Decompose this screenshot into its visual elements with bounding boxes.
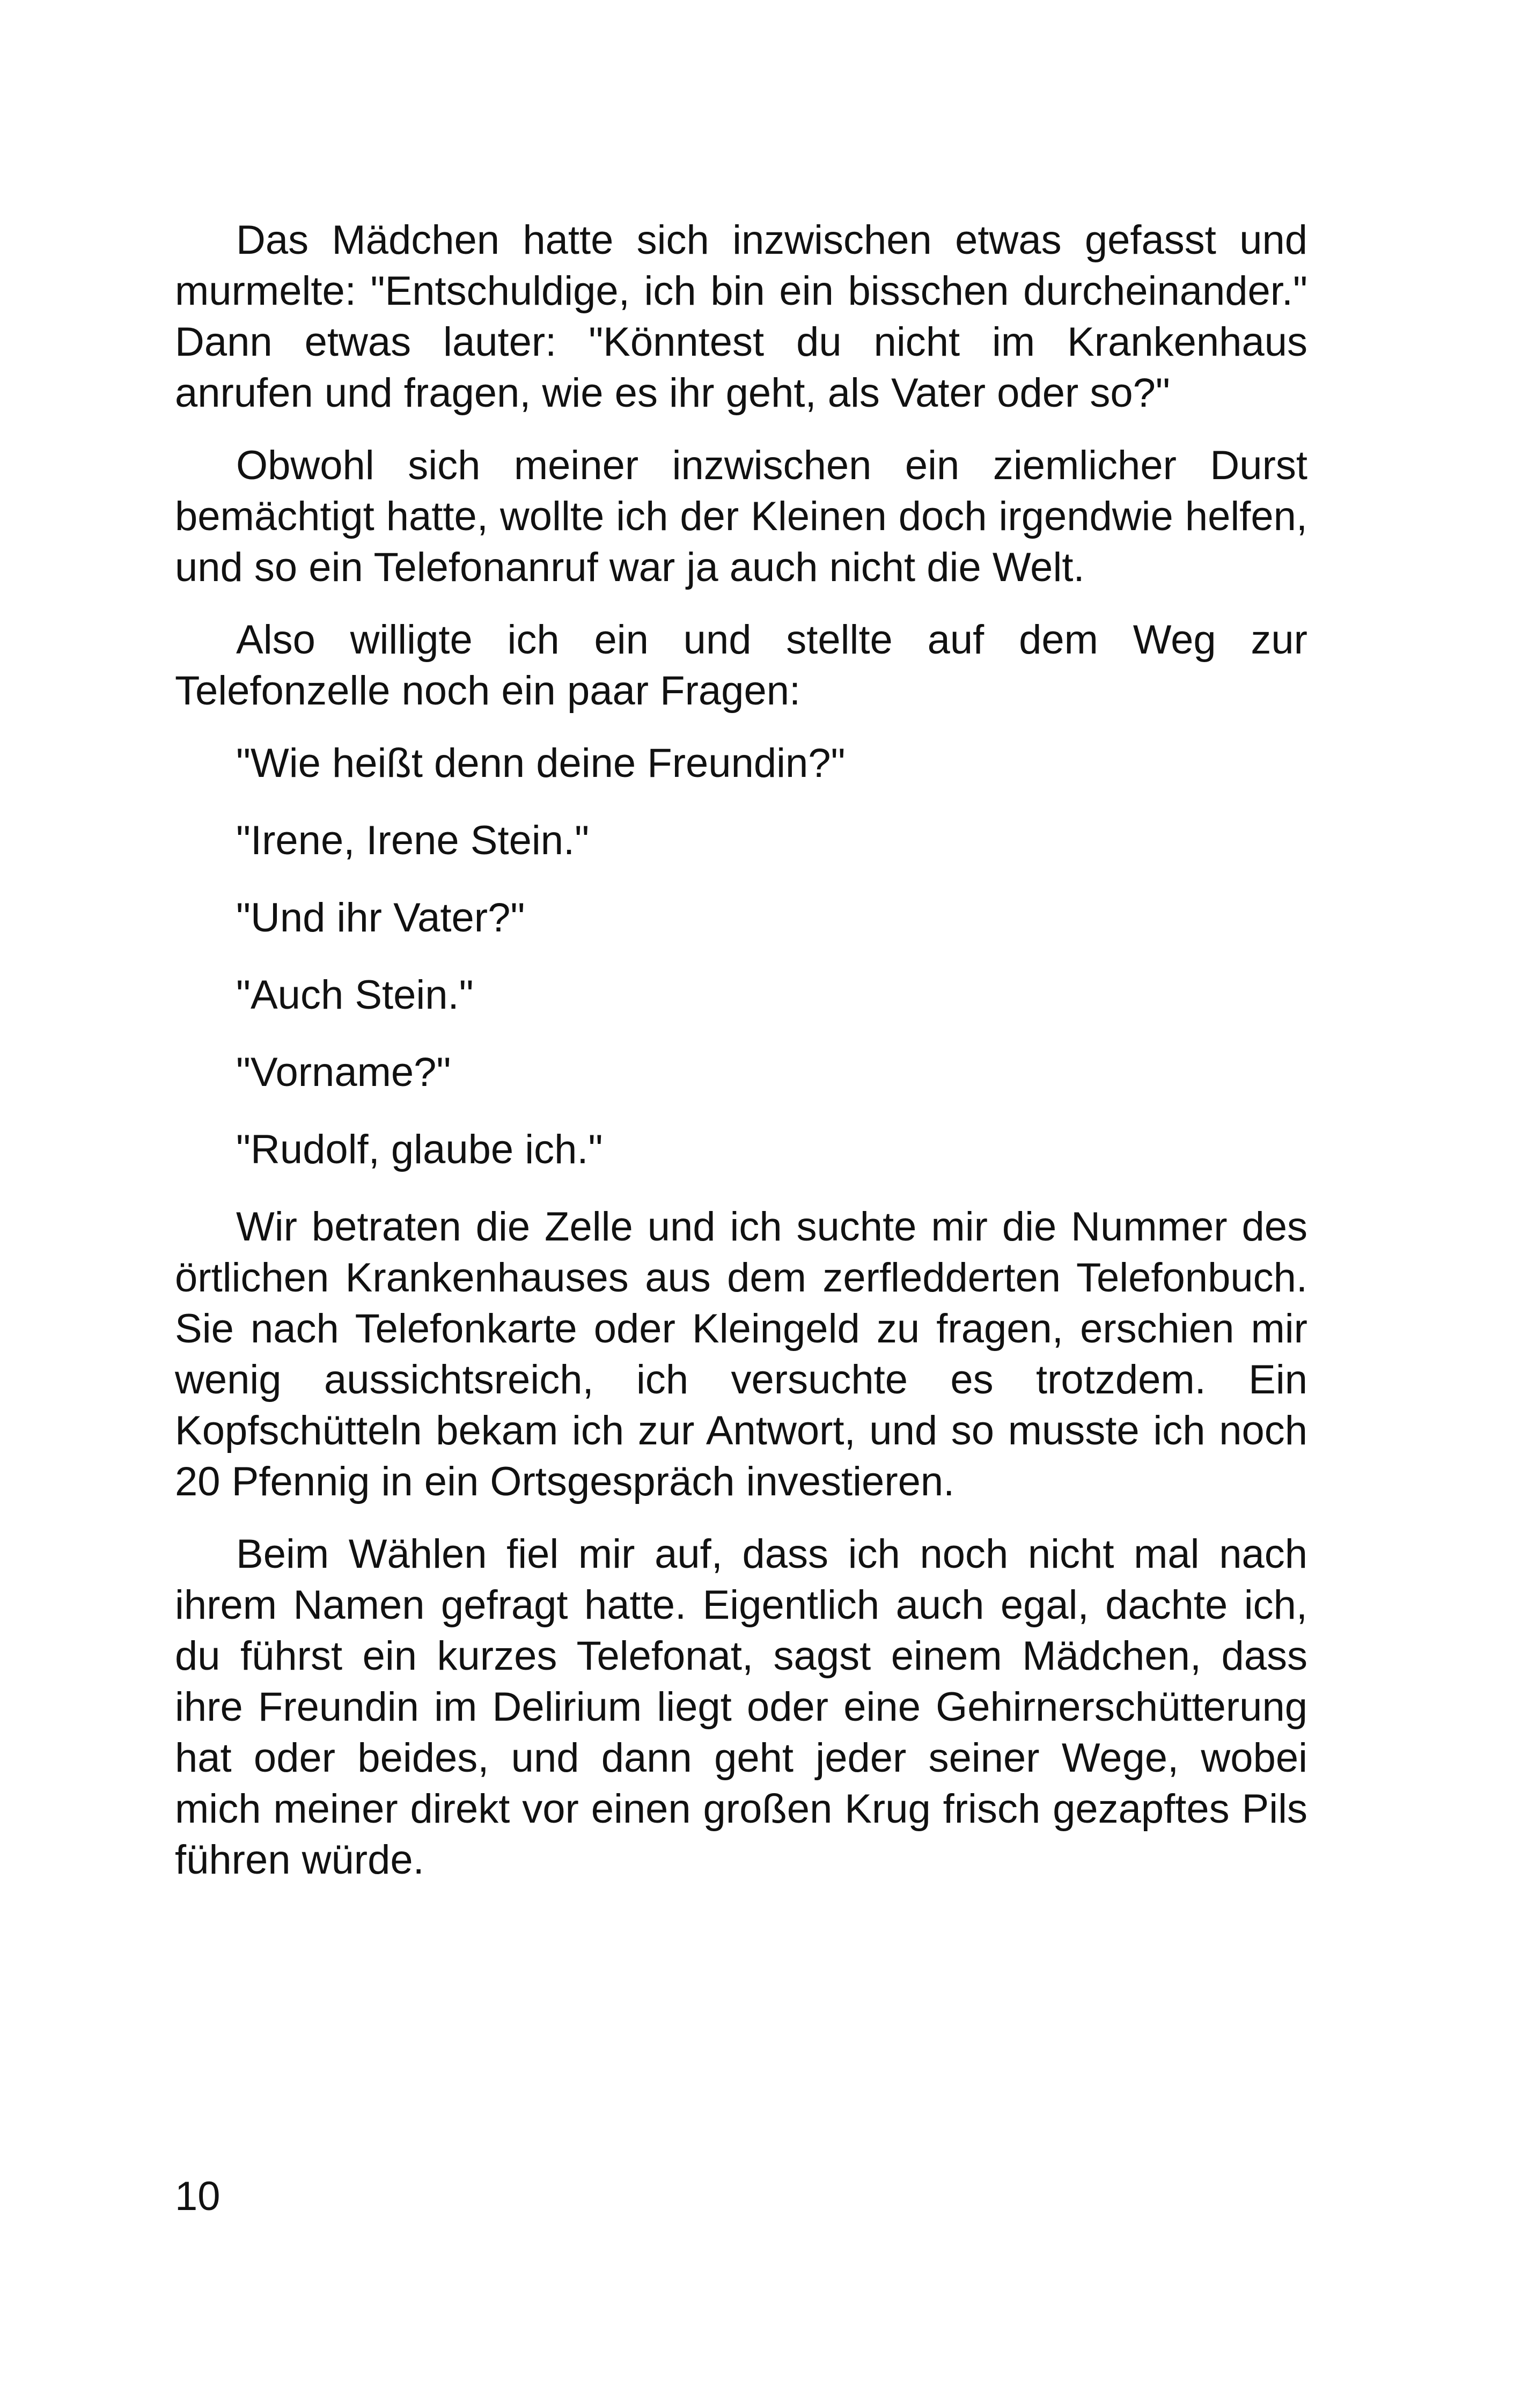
- paragraph-2: Obwohl sich meiner inzwischen ein ziemlicher Durst bemächtigt hatte, wollte ich der Kleinen doch irgendwie helfen, und so ein Telefonanruf war ja auch nicht die Welt.: [175, 443, 1307, 590]
- book-page-text: [175, 215, 1307, 1907]
- dialogue-line-1: "Wie heißt denn deine Freundin?": [236, 740, 846, 786]
- page-number: 10: [175, 2174, 221, 2219]
- paragraph-4: Wir betraten die Zelle und ich suchte mir die Nummer des örtlichen Krankenhauses aus dem zerfledderten Telefonbuch. Sie nach Telefonkarte oder Kleingeld zu fragen, erschien mir wenig aussichtsreich, ich versuchte es trotzdem. Ein Kopfschütteln bekam ich zur Antwort, und so musste ich noch 20 Pfennig in ein Ortsgespräch investieren.: [175, 1204, 1307, 1504]
- paragraph-1: Das Mädchen hatte sich inzwischen etwas gefasst und murmelte: "Entschuldige, ich bin ein bisschen durcheinander." Dann etwas lauter: "Könntest du nicht im Krankenhaus anrufen und fragen, wie es ihr geht, als Vater oder so?": [175, 217, 1307, 416]
- dialogue-line-5: "Vorname?": [236, 1049, 451, 1095]
- paragraph-5: Beim Wählen fiel mir auf, dass ich noch nicht mal nach ihrem Namen gefragt hatte. Eigentlich auch egal, dachte ich, du führst ein kurzes Telefonat, sagst einem Mädchen, dass ihre Freundin im Delirium liegt oder eine Gehirnerschütterung hat oder beides, und dann geht jeder seiner Wege, wobei mich meiner direkt vor einen großen Krug frisch gezapftes Pils führen würde.: [175, 1531, 1307, 1883]
- dialogue-line-6: "Rudolf, glaube ich.": [236, 1127, 603, 1172]
- paragraph-3: Also willigte ich ein und stellte auf dem Weg zur Telefonzelle noch ein paar Fragen:: [175, 617, 1307, 714]
- dialogue-line-2: "Irene, Irene Stein.": [236, 818, 590, 863]
- dialogue-line-3: "Und ihr Vater?": [236, 895, 525, 941]
- dialogue-line-4: "Auch Stein.": [236, 972, 474, 1018]
